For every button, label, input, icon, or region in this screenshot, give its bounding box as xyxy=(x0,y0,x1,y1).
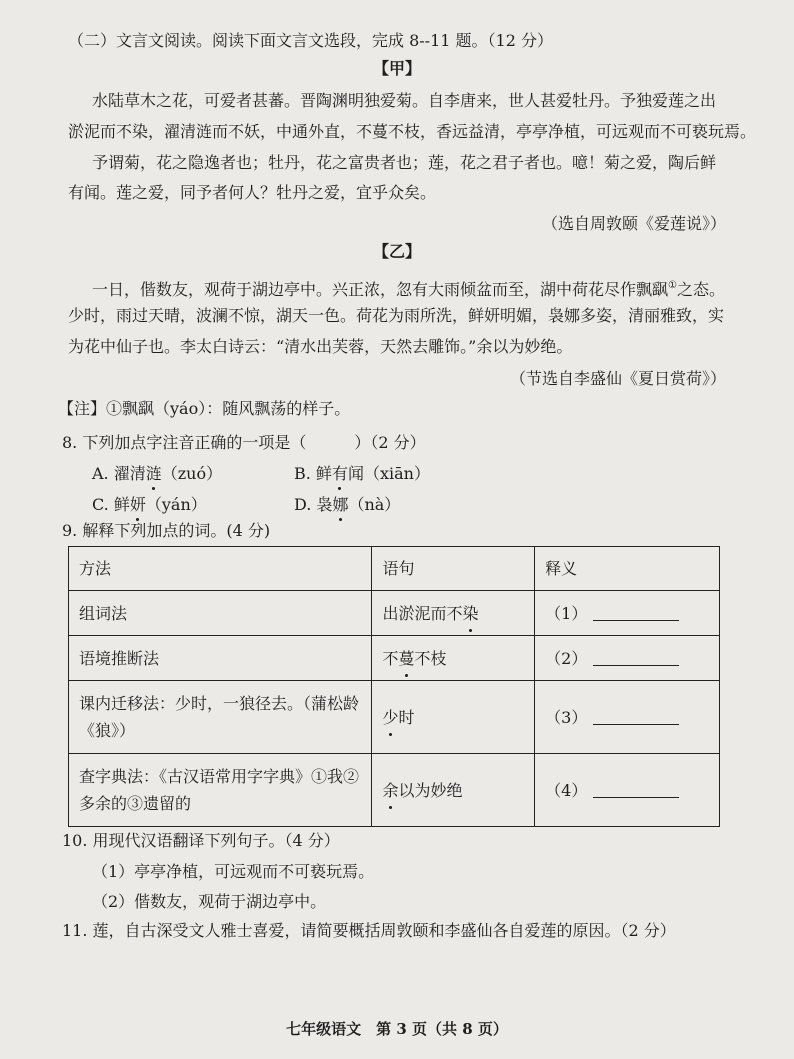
passage-b-source: （节选自李盛仙《夏日赏荷》） xyxy=(509,369,726,388)
q9-table xyxy=(68,546,720,827)
header-sentence: 语句 xyxy=(372,547,535,591)
answer-blank-1[interactable]: （1） xyxy=(535,591,720,636)
q10-sentence-1: （1）亭亭净植，可远观而不可亵玩焉。 xyxy=(92,862,375,881)
table-row: 课内迁移法：少时，一狼径去。（蒲松龄 《狼》） 少时 （3） xyxy=(69,681,720,754)
passage-b-label: 【乙】 xyxy=(372,242,421,261)
option-c: C. 鲜妍（yán） xyxy=(92,495,207,514)
page-footer: 七年级语文 第 3 页（共 8 页） xyxy=(286,1020,508,1038)
passage-a-source: （选自周敦颐《爱莲说》） xyxy=(541,214,726,233)
header-method: 方法 xyxy=(69,547,372,591)
table-row: 查字典法：《古汉语常用字字典》①我② 多余的③遗留的 余以为妙绝 （4） xyxy=(69,754,720,827)
passage-b-line: 一日，偕数友，观荷于湖边亭中。兴正浓，忽有大雨倾盆而至，湖中荷花尽作飘飖①之态。 xyxy=(92,280,725,299)
q10-sentence-2: （2）偕数友，观荷于湖边亭中。 xyxy=(92,892,327,911)
passage-a-line: 有闻。莲之爱，同予者何人？牡丹之爱，宜乎众矣。 xyxy=(68,183,437,202)
answer-blank-4[interactable]: （4） xyxy=(535,754,720,827)
table-row: 组词法 出淤泥而不染 （1） xyxy=(69,591,720,636)
question-11-stem: 11. 莲，自古深受文人雅士喜爱，请简要概括周敦颐和李盛仙各自爱莲的原因。（2 分） xyxy=(62,921,676,940)
question-8-stem: 8. 下列加点字注音正确的一项是（ ）（2 分） xyxy=(62,433,426,452)
passage-a-label: 【甲】 xyxy=(372,59,421,78)
option-d: D. 袅娜（nà） xyxy=(294,495,401,514)
footnote-marker: ① xyxy=(668,280,677,291)
passage-a-line: 予谓菊，花之隐逸者也；牡丹，花之富贵者也；莲，花之君子者也。噫！菊之爱，陶后鲜 xyxy=(92,153,717,172)
passage-b-line: 少时，雨过天晴，波澜不惊，湖天一色。荷花为雨所洗，鲜妍明媚，袅娜多姿，清丽雅致，实 xyxy=(68,306,725,325)
passage-b-line: 为花中仙子也。李太白诗云：“清水出芙蓉，天然去雕饰。”余以为妙绝。 xyxy=(68,337,573,356)
footnote: 【注】①飘飖（yáo）：随风飘荡的样子。 xyxy=(58,399,351,418)
question-9-stem: 9. 解释下列加点的词。(4 分) xyxy=(62,521,271,540)
option-a: A. 濯清涟（zuó） xyxy=(92,464,223,483)
answer-blank-3[interactable]: （3） xyxy=(535,681,720,754)
table-header-row xyxy=(69,547,720,591)
passage-a-line: 水陆草木之花，可爱者甚蕃。晋陶渊明独爱菊。自李唐来，世人甚爱牡丹。予独爱莲之出 xyxy=(92,91,717,110)
passage-a-line: 淤泥而不染，濯清涟而不妖，中通外直，不蔓不枝，香远益清，亭亭净植，可远观而不可亵玩焉。 xyxy=(68,122,757,141)
section-heading: （二）文言文阅读。阅读下面文言文选段，完成 8--11 题。（12 分） xyxy=(68,31,553,50)
option-b: B. 鲜有闻（xiān） xyxy=(294,464,430,483)
table-row: 语境推断法 不蔓不枝 （2） xyxy=(69,636,720,681)
question-10-stem: 10. 用现代汉语翻译下列句子。（4 分） xyxy=(62,831,340,850)
header-meaning: 释义 xyxy=(535,547,720,591)
answer-blank-2[interactable]: （2） xyxy=(535,636,720,681)
